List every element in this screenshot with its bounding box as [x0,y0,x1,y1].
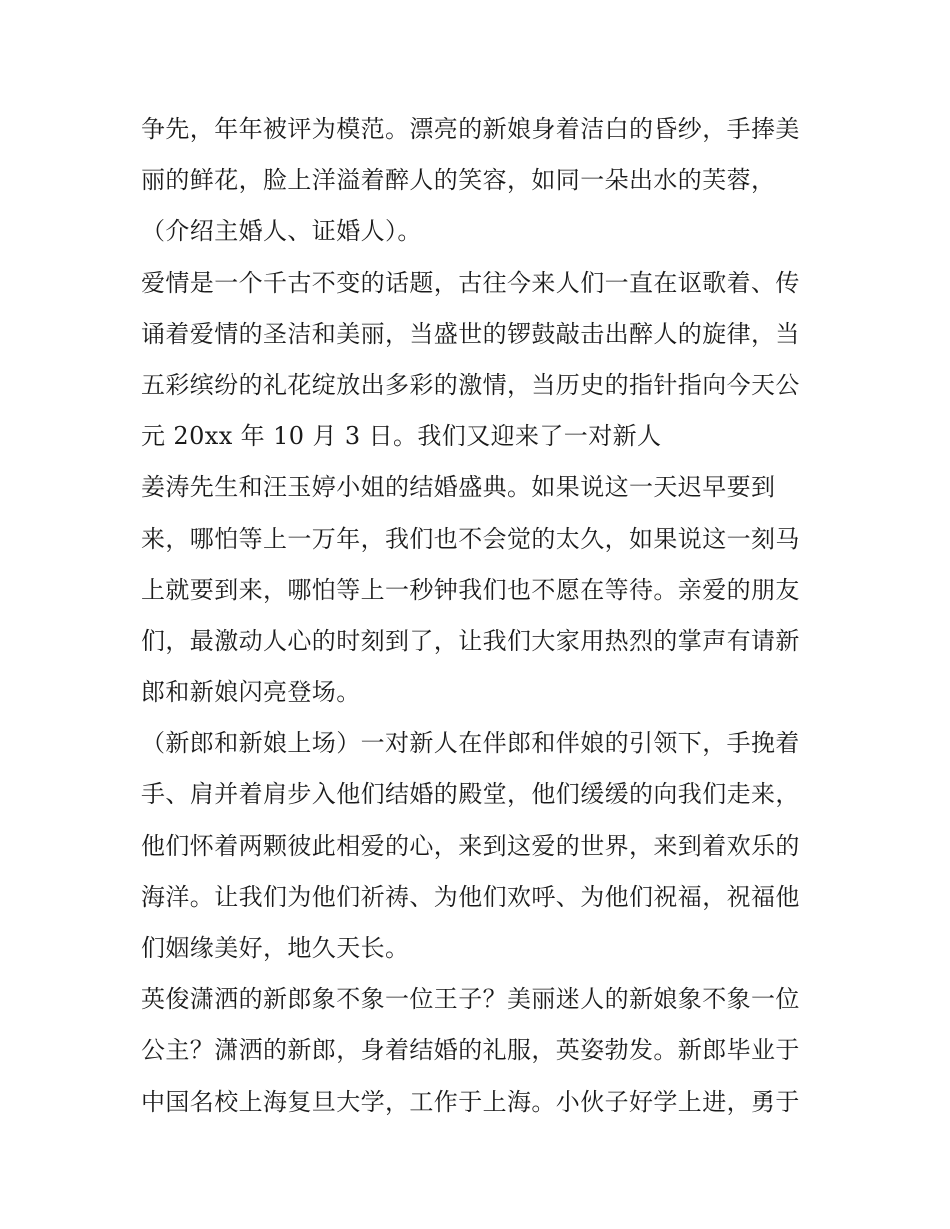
text-line: 郎和新娘闪亮登场。 [141,678,361,707]
text-line: 他们怀着两颗彼此相爱的心，来到这爱的世界，来到着欢乐的 [141,831,800,860]
text-line: （介绍主婚人、证婚人）。 [141,217,422,246]
text-line: 争先，年年被评为模范。漂亮的新娘身着洁白的昏纱，手捧美 [141,115,800,143]
document-body [141,104,821,1128]
text-line: 五彩缤纷的礼花绽放出多彩的激情，当历史的指针指向今天公 [141,370,800,399]
text-line: 爱情是一个千古不变的话题，古往今来人们一直在讴歌着、传 [141,268,800,297]
text-line: 们姻缘美好，地久天长。 [141,934,410,962]
text-line: 中国名校上海复旦大学，工作于上海。小伙子好学上进，勇于 [141,1087,800,1116]
text-line: 丽的鲜花，脸上洋溢着醉人的笑容，如同一朵出水的芙蓉， [141,166,776,195]
text-line: 诵着爱情的圣洁和美丽，当盛世的锣鼓敲击出醉人的旋律，当 [141,319,800,348]
text-line: 公主？潇洒的新郎，身着结婚的礼服，英姿勃发。新郎毕业于 [141,1036,800,1065]
text-line: 英俊潇洒的新郎象不象一位王子？美丽迷人的新娘象不象一位 [141,985,800,1014]
text-line: 元 20xx 年 10 月 3 日。我们又迎来了一对新人 [141,422,662,451]
text-line: 海洋。让我们为他们祈祷、为他们欢呼、为他们祝福，祝福他 [141,882,800,911]
text-line: （新郎和新娘上场）一对新人在伴郎和伴娘的引领下，手挽着 [141,729,800,758]
text-line: 来，哪怕等上一万年，我们也不会觉的太久，如果说这一刻马 [141,524,800,553]
text-line: 们，最激动人心的时刻到了，让我们大家用热烈的掌声有请新 [141,626,800,655]
text-line: 上就要到来，哪怕等上一秒钟我们也不愿在等待。亲爱的朋友 [141,575,800,604]
text-line: 姜涛先生和汪玉婷小姐的结婚盛典。如果说这一天迟早要到 [141,473,776,502]
text-line: 手、肩并着肩步入他们结婚的殿堂，他们缓缓的向我们走来， [141,780,800,809]
